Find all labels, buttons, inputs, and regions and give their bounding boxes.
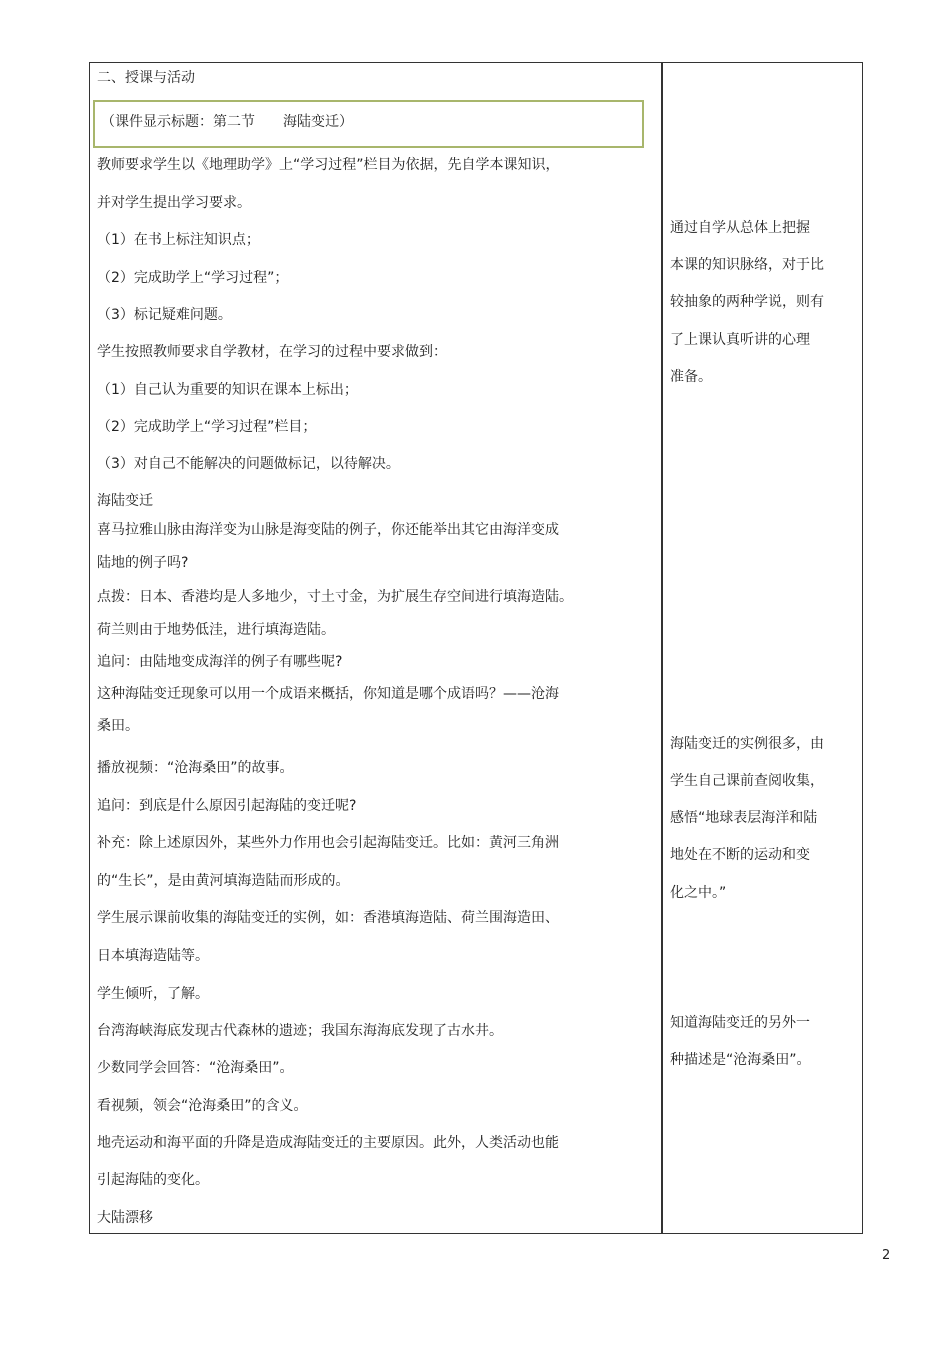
body-line: 引起海陆的变化。 — [97, 1172, 209, 1188]
body-line: 学生展示课前收集的海陆变迁的实例，如：香港填海造陆、荷兰围海造田、 — [97, 910, 559, 926]
body-line: 日本填海造陆等。 — [97, 948, 209, 964]
body-line: 的“生长”，是由黄河填海造陆而形成的。 — [97, 873, 350, 889]
body-line: 播放视频：“沧海桑田”的故事。 — [97, 760, 294, 776]
section-heading: 二、授课与活动 — [97, 70, 195, 86]
note-line: 较抽象的两种学说，则有 — [670, 294, 824, 310]
body-line: 这种海陆变迁现象可以用一个成语来概括，你知道是哪个成语吗？——沧海 — [97, 686, 559, 702]
note-line: 本课的知识脉络，对于比 — [670, 257, 824, 273]
body-line: 追问：到底是什么原因引起海陆的变迁呢? — [97, 798, 357, 814]
body-line: 追问：由陆地变成海洋的例子有哪些呢? — [97, 654, 343, 670]
note-line: 感悟“地球表层海洋和陆 — [670, 810, 818, 826]
body-line: 台湾海峡海底发现古代森林的遗迹；我国东海海底发现了古水井。 — [97, 1023, 503, 1039]
note-line: 学生自己课前查阅收集， — [670, 773, 824, 789]
body-line: （1）自己认为重要的知识在课本上标出； — [97, 382, 358, 398]
note-line: 海陆变迁的实例很多，由 — [670, 736, 824, 752]
body-line: 教师要求学生以《地理助学》上“学习过程”栏目为依据，先自学本课知识， — [97, 157, 560, 173]
note-line: 准备。 — [670, 369, 712, 385]
body-line: 喜马拉雅山脉由海洋变为山脉是海变陆的例子，你还能举出其它由海洋变成 — [97, 522, 559, 538]
note-line: 地处在不断的运动和变 — [670, 847, 810, 863]
body-line: （3）标记疑难问题。 — [97, 307, 232, 323]
body-line: 点拨：日本、香港均是人多地少，寸土寸金，为扩展生存空间进行填海造陆。 — [97, 589, 573, 605]
body-line: 少数同学会回答：“沧海桑田”。 — [97, 1060, 294, 1076]
body-line: 补充：除上述原因外，某些外力作用也会引起海陆变迁。比如：黄河三角洲 — [97, 835, 559, 851]
body-line: （2）完成助学上“学习过程”栏目； — [97, 419, 317, 435]
subheading: 海陆变迁 — [97, 493, 153, 509]
body-line: 荷兰则由于地势低洼，进行填海造陆。 — [97, 622, 335, 638]
body-line: （3）对自己不能解决的问题做标记，以待解决。 — [97, 456, 400, 472]
title-box-text: （课件显示标题：第二节 海陆变迁） — [101, 114, 353, 130]
page-number: 2 — [882, 1248, 891, 1263]
body-line: 学生按照教师要求自学教材，在学习的过程中要求做到： — [97, 344, 447, 360]
note-line: 知道海陆变迁的另外一 — [670, 1015, 810, 1031]
subheading: 大陆漂移 — [97, 1210, 153, 1226]
body-line: 学生倾听，了解。 — [97, 986, 209, 1002]
note-line: 通过自学从总体上把握 — [670, 220, 810, 236]
body-line: 看视频，领会“沧海桑田”的含义。 — [97, 1098, 308, 1114]
note-line: 了上课认真听讲的心理 — [670, 332, 810, 348]
body-line: （1）在书上标注知识点； — [97, 232, 260, 248]
body-line: 桑田。 — [97, 718, 139, 734]
body-line: 陆地的例子吗? — [97, 555, 189, 571]
body-line: （2）完成助学上“学习过程”； — [97, 270, 289, 286]
note-line: 化之中。” — [670, 885, 727, 901]
column-divider — [661, 62, 663, 1234]
body-line: 并对学生提出学习要求。 — [97, 195, 251, 211]
body-line: 地壳运动和海平面的升降是造成海陆变迁的主要原因。此外，人类活动也能 — [97, 1135, 559, 1151]
note-line: 种描述是“沧海桑田”。 — [670, 1052, 811, 1068]
